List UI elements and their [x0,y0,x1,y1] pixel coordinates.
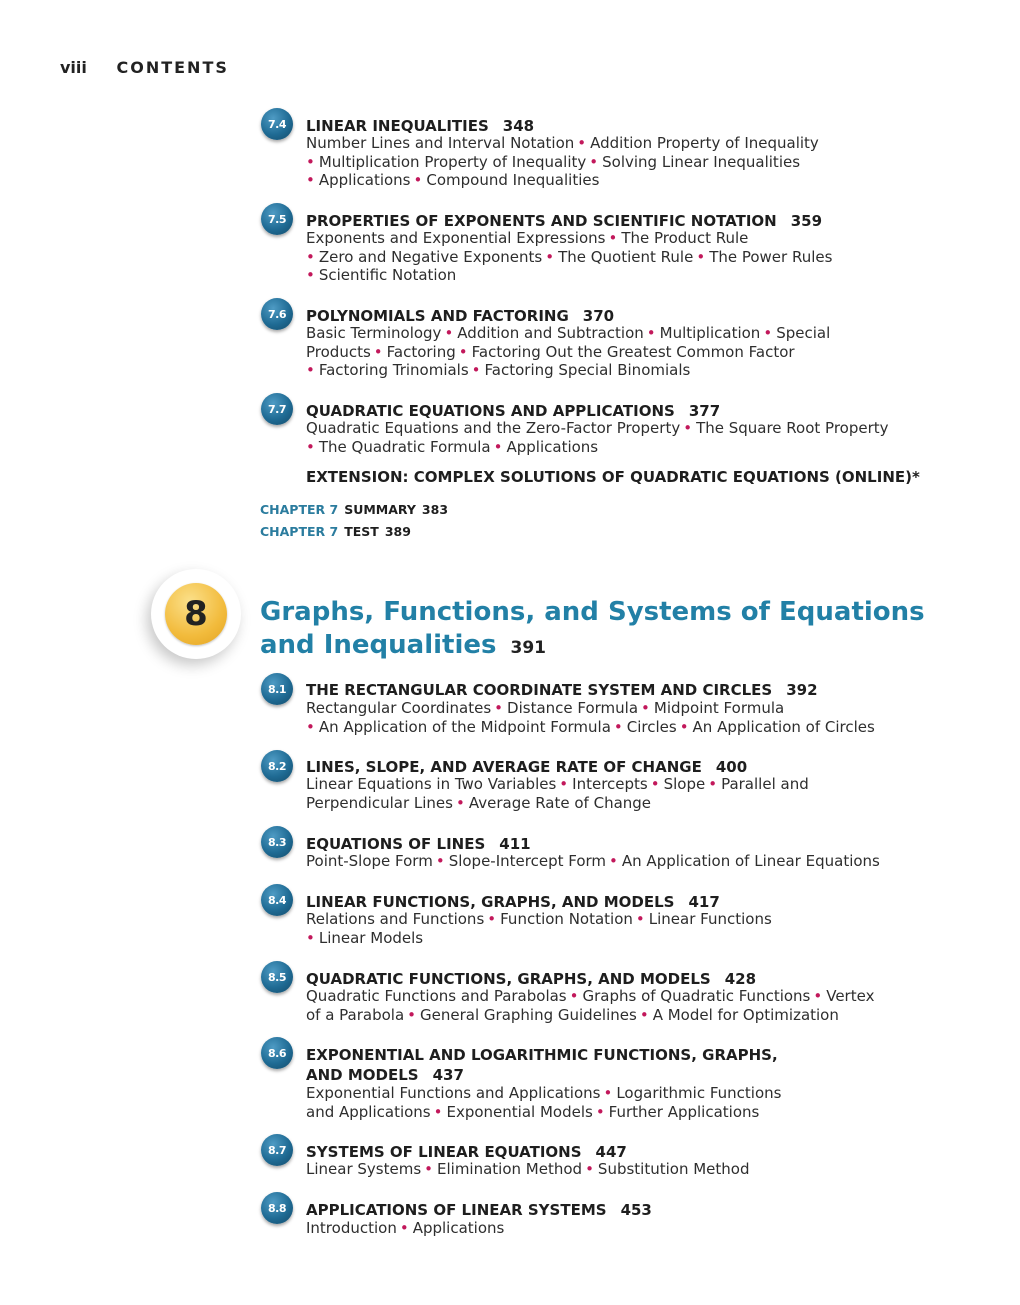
section-badge: 8.7 [261,1134,293,1166]
running-head [60,58,229,77]
section-page: 411 [499,835,531,853]
section-title[interactable]: THE RECTANGULAR COORDINATE SYSTEM AND CIRCLES 392 [306,681,818,699]
section-topics: Linear Equations in Two Variables • Intercepts • Slope • Parallel and Perpendicular Lines • Average Rate of Change [306,775,809,812]
section-topics: Quadratic Equations and the Zero-Factor Property • The Square Root Property • The Quadratic Formula • Applications [306,419,889,456]
section-page: 453 [620,1201,652,1219]
chapter-test[interactable]: CHAPTER 7 TEST 389 [260,524,411,539]
section-badge: 7.6 [261,298,293,330]
section-title[interactable]: APPLICATIONS OF LINEAR SYSTEMS 453 [306,1201,652,1219]
section-topics: Quadratic Functions and Parabolas • Graphs of Quadratic Functions • Vertex of a Parabola • General Graphing Guidelines • A Model for Optimization [306,987,875,1024]
section-badge: 8.1 [261,673,293,705]
section-title[interactable]: QUADRATIC EQUATIONS AND APPLICATIONS 377 [306,402,721,420]
section-badge: 8.3 [261,826,293,858]
section-badge: 8.5 [261,961,293,993]
chapter-number-badge: 8 [165,583,227,645]
section-title[interactable]: LINEAR FUNCTIONS, GRAPHS, AND MODELS 417 [306,893,720,911]
section-topics: Exponents and Exponential Expressions • The Product Rule • Zero and Negative Exponents • The Quotient Rule • The Power Rules • Scientific Notation [306,229,833,285]
section-title[interactable]: QUADRATIC FUNCTIONS, GRAPHS, AND MODELS 428 [306,970,757,988]
section-topics: Number Lines and Interval Notation • Addition Property of Inequality • Multiplication Property of Inequality • Solving Linear Inequalities • Applications • Compound Inequalities [306,134,819,190]
chapter-page: 391 [510,638,546,658]
section-page: 377 [688,402,721,420]
extension-title[interactable]: EXTENSION: COMPLEX SOLUTIONS OF QUADRATIC EQUATIONS (ONLINE)* [306,468,920,486]
section-page: 400 [715,758,748,776]
section-badge: 7.5 [261,203,293,235]
section-title[interactable]: PROPERTIES OF EXPONENTS AND SCIENTIFIC NOTATION 359 [306,212,823,230]
section-page: 348 [502,117,535,135]
section-title[interactable]: EQUATIONS OF LINES 411 [306,835,531,853]
section-page: 447 [595,1143,627,1161]
section-page: 417 [688,893,720,911]
section-topics: Exponential Functions and Applications • Logarithmic Functions and Applications • Exponential Models • Further Applications [306,1084,782,1121]
section-title[interactable]: POLYNOMIALS AND FACTORING 370 [306,307,615,325]
section-title[interactable]: LINEAR INEQUALITIES 348 [306,117,535,135]
section-topics: Basic Terminology • Addition and Subtraction • Multiplication • Special Products • Factoring • Factoring Out the Greatest Common Factor • Factoring Trinomials • Factoring Special Binomials [306,324,831,380]
section-title[interactable]: EXPONENTIAL AND LOGARITHMIC FUNCTIONS, GRAPHS, AND MODELS 437 [306,1046,778,1084]
page-number: viii [60,58,87,77]
section-page: 392 [786,681,818,699]
section-page: 428 [724,970,757,988]
section-topics: Point-Slope Form • Slope-Intercept Form • An Application of Linear Equations [306,852,880,870]
section-topics: Rectangular Coordinates • Distance Formula • Midpoint Formula • An Application of the Midpoint Formula • Circles • An Application of Circles [306,699,875,736]
section-page: 437 [432,1066,464,1084]
section-topics: Introduction • Applications [306,1219,505,1237]
section-badge: 8.4 [261,884,293,916]
section-badge: 8.2 [261,750,293,782]
section-page: 370 [582,307,615,325]
section-badge: 8.8 [261,1192,293,1224]
running-title: CONTENTS [116,58,229,77]
section-title[interactable]: LINES, SLOPE, AND AVERAGE RATE OF CHANGE 400 [306,758,748,776]
section-page: 359 [790,212,823,230]
chapter-summary[interactable]: CHAPTER 7 SUMMARY 383 [260,502,449,517]
section-topics: Relations and Functions • Function Notation • Linear Functions • Linear Models [306,910,772,947]
section-badge: 7.7 [261,393,293,425]
section-badge: 8.6 [261,1037,293,1069]
chapter-title[interactable]: Graphs, Functions, and Systems of Equations and Inequalities 391 [260,597,925,660]
section-topics: Linear Systems • Elimination Method • Substitution Method [306,1160,750,1178]
section-title[interactable]: SYSTEMS OF LINEAR EQUATIONS 447 [306,1143,627,1161]
section-badge: 7.4 [261,108,293,140]
